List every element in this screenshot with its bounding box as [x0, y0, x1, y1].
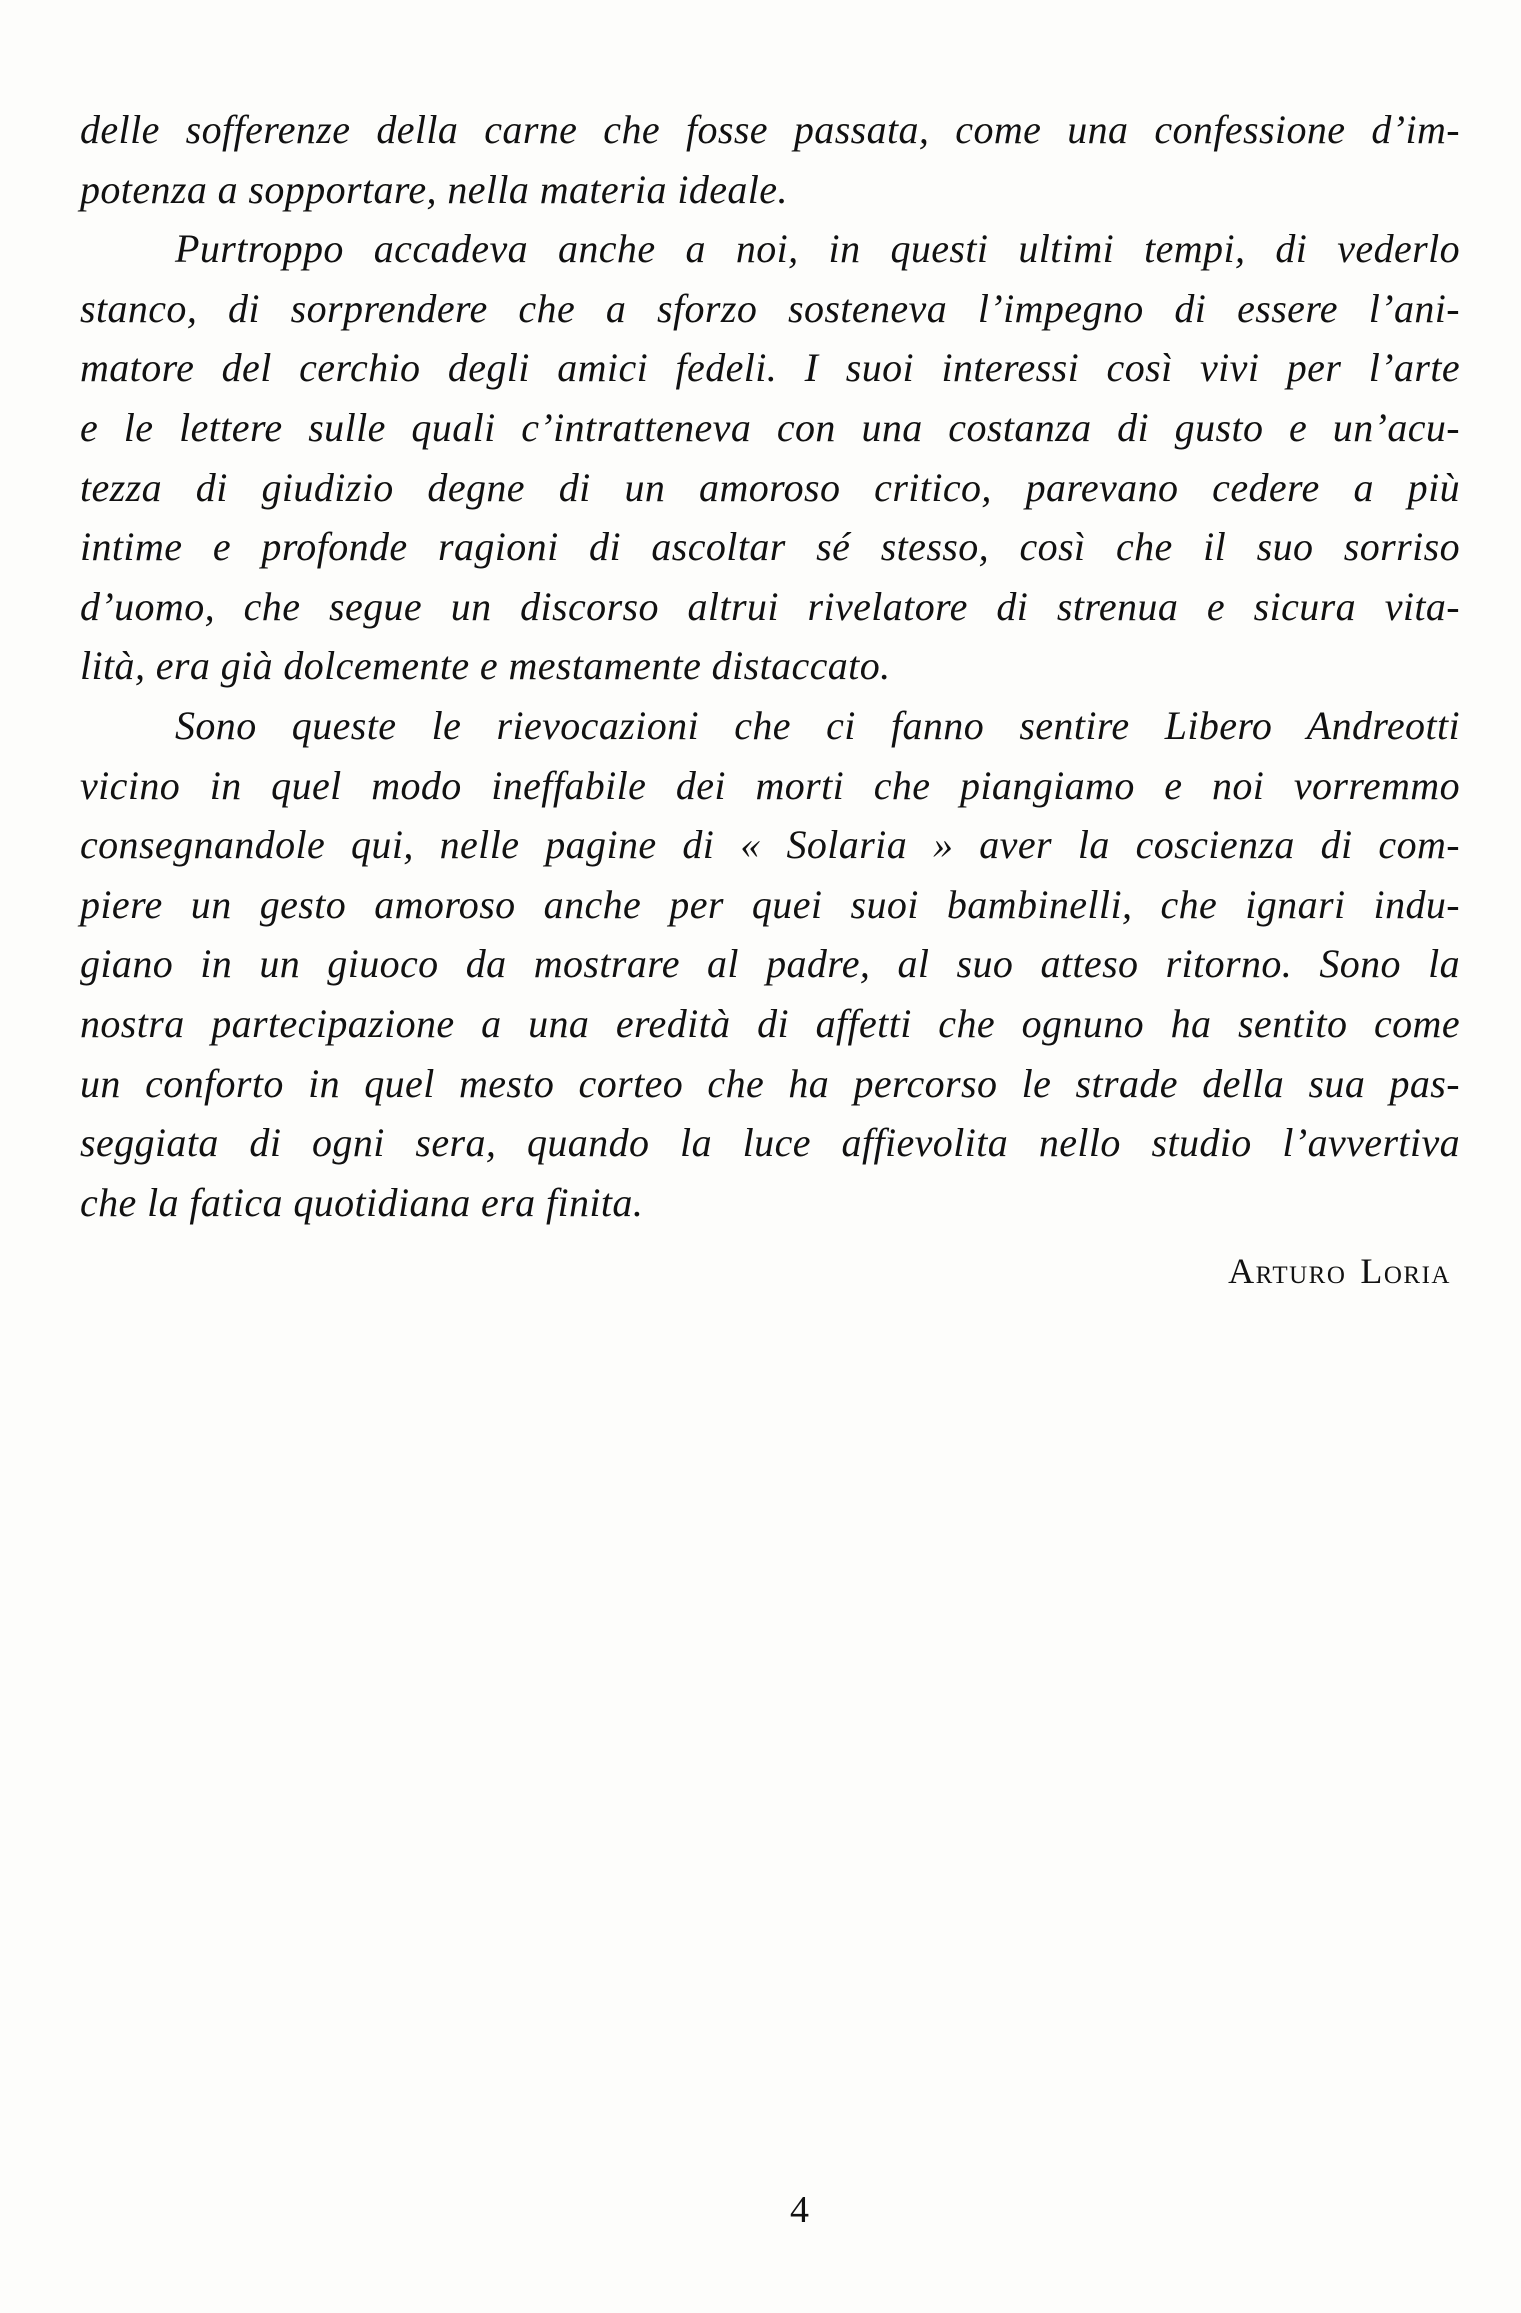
text-line: vicino in quel modo ineffabile dei morti che piangiamo e noi vorremmo — [80, 762, 1460, 808]
text-line: d’uomo, che segue un discorso altrui rivelatore di strenua e sicura vita- — [80, 583, 1460, 629]
page-number: 4 — [790, 2189, 809, 2231]
body-text — [80, 100, 1460, 1232]
text-line: tezza di giudizio degne di un amoroso critico, parevano cedere a più — [80, 464, 1460, 510]
text-line: che la fatica quotidiana era finita. — [80, 1179, 644, 1225]
text-line: nostra partecipazione a una eredità di affetti che ognuno ha sentito come — [80, 1000, 1460, 1046]
author-last-name: Loria — [1360, 1251, 1451, 1291]
text-line: potenza a sopportare, nella materia ideale. — [80, 166, 788, 212]
text-line: seggiata di ogni sera, quando la luce affievolita nello studio l’avvertiva — [80, 1120, 1460, 1166]
text-line: e le lettere sulle quali c’intratteneva con una costanza di gusto e un’acu- — [80, 404, 1460, 450]
text-line: Sono queste le rievocazioni che ci fanno sentire Libero Andreotti — [175, 702, 1460, 748]
text-line: delle sofferenze della carne che fosse passata, come una confessione d’im- — [80, 107, 1460, 152]
text-line: intime e profonde ragioni di ascoltar sé stesso, così che il suo sorriso — [80, 524, 1460, 570]
text-line: consegnandole qui, nelle pagine di « Solaria » aver la coscienza di com- — [80, 822, 1460, 868]
author-first-name: Arturo — [1228, 1251, 1347, 1291]
text-line: matore del cerchio degli amici fedeli. I suoi interessi così vivi per l’arte — [80, 345, 1460, 391]
text-line: lità, era già dolcemente e mestamente distaccato. — [80, 643, 891, 689]
text-line: piere un gesto amoroso anche per quei suoi bambinelli, che ignari indu- — [80, 881, 1460, 927]
text-line: giano in un giuoco da mostrare al padre, al suo atteso ritorno. Sono la — [80, 941, 1460, 987]
text-line: stanco, di sorprendere che a sforzo sosteneva l’impegno di essere l’ani- — [80, 285, 1460, 331]
text-line: Purtroppo accadeva anche a noi, in questi ultimi tempi, di vederlo — [175, 226, 1460, 272]
author-signature — [1228, 1250, 1451, 1292]
text-line: un conforto in quel mesto corteo che ha percorso le strade della sua pas- — [80, 1060, 1460, 1106]
